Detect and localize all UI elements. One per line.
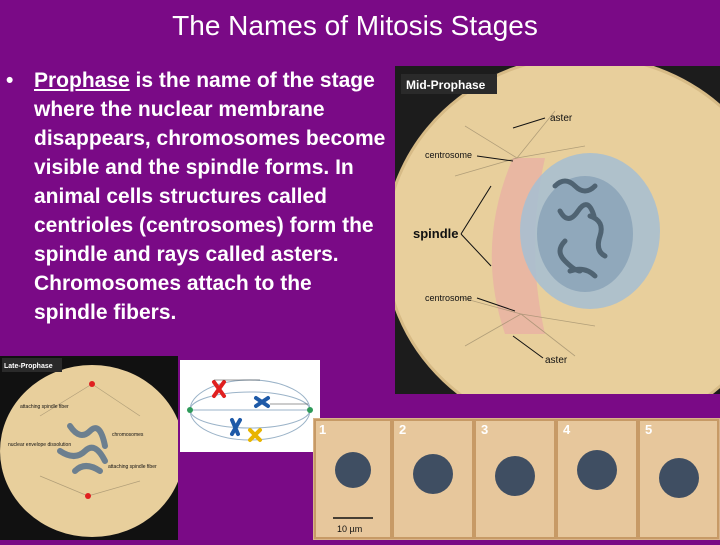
bullet-body: is the name of the stage where the nuclear membrane disappears, chromosomes become visible and the spindle forms. In animal cells structures called centrioles (centrosomes) form the spindle and rays called asters. Chromosomes attach to the spindle fibers. <box>34 69 386 324</box>
late-prophase-illustration <box>0 356 178 540</box>
spindle-diagram-image <box>180 360 320 452</box>
mid-prophase-illustration <box>395 66 720 394</box>
bullet-text <box>34 66 390 327</box>
aster-top-label: aster <box>550 113 573 124</box>
mid-prophase-image <box>395 66 720 394</box>
attaching-fiber-label: attaching spindle fiber <box>20 404 69 410</box>
panel-number-2: 2 <box>399 422 407 437</box>
panel-number-3: 3 <box>481 422 489 437</box>
panel-number-4: 4 <box>563 422 571 437</box>
panel-number-5: 5 <box>645 422 653 437</box>
scale-bar-label: 10 µm <box>337 524 363 534</box>
centrosome-bottom-label: centrosome <box>425 293 473 303</box>
mid-prophase-label: Mid-Prophase <box>406 78 486 92</box>
centrosome-top-label: centrosome <box>425 150 473 160</box>
late-prophase-label: Late-Prophase <box>4 363 53 370</box>
cell-strip-illustration <box>313 418 720 540</box>
aster-bottom-label: aster <box>545 355 568 366</box>
prophase-keyword: Prophase <box>34 69 130 92</box>
attaching-fiber-2-label: attaching spindle fiber <box>108 464 157 470</box>
late-prophase-image <box>0 356 178 540</box>
spindle-label: spindle <box>413 226 459 241</box>
bullet-icon: • <box>6 69 14 92</box>
nuclear-envelope-label: nuclear envelope dissolution <box>8 442 72 448</box>
chromosomes-label: chromosomes <box>112 432 144 438</box>
spindle-diagram <box>180 360 320 452</box>
panel-number-1: 1 <box>319 422 327 437</box>
slide-title: The Names of Mitosis Stages <box>172 10 538 41</box>
mitosis-cell-strip-image <box>313 418 720 540</box>
